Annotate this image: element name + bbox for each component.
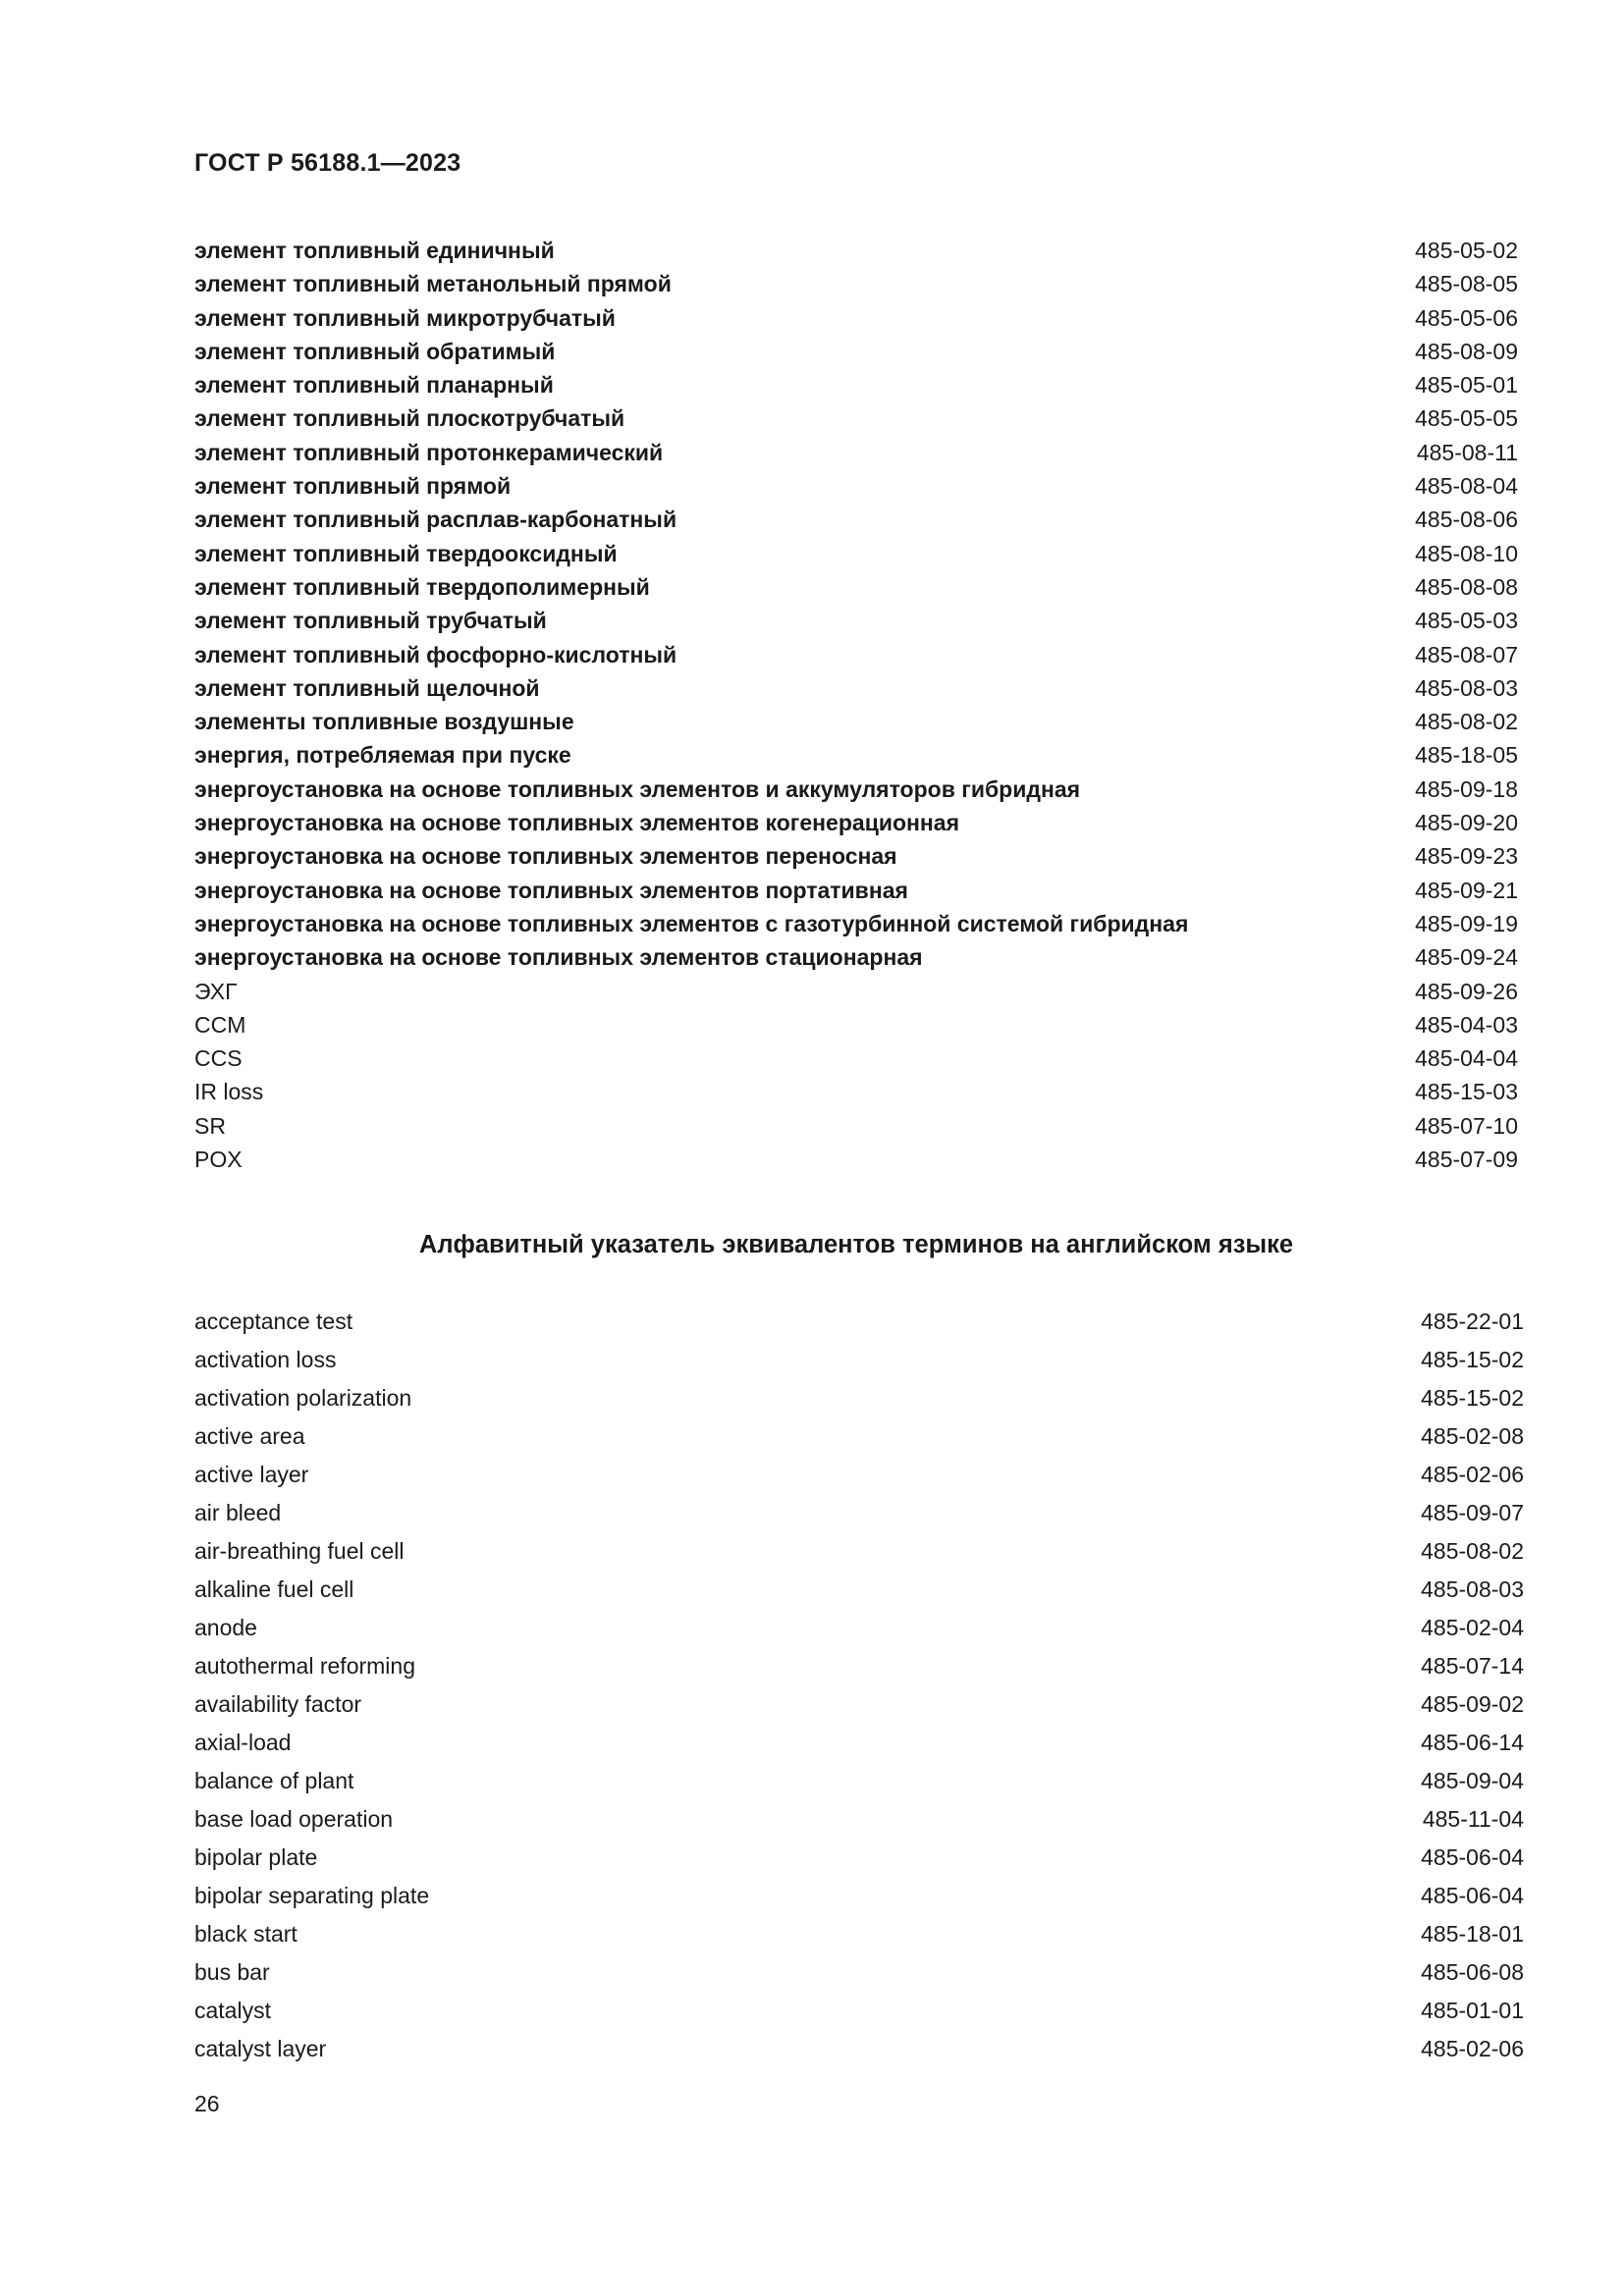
index-entry [194, 503, 1518, 536]
index-entry [194, 1041, 1518, 1075]
index-code: 485-05-02 [1415, 238, 1518, 263]
index-entry [194, 1494, 1524, 1532]
index-entry [194, 1877, 1524, 1915]
index-term: catalyst layer [194, 2036, 327, 2061]
index-code: 485-07-09 [1415, 1147, 1518, 1173]
index-code: 485-09-24 [1415, 944, 1518, 971]
index-code: 485-02-08 [1421, 1423, 1524, 1449]
index-term: элемент топливный расплав-карбонатный [194, 507, 677, 533]
index-entry [194, 604, 1518, 637]
index-term: alkaline fuel cell [194, 1576, 354, 1602]
index-entry [194, 1724, 1524, 1762]
index-code: 485-15-02 [1421, 1385, 1524, 1411]
index-term: active layer [194, 1462, 309, 1487]
index-code: 485-18-05 [1415, 742, 1518, 769]
index-code: 485-08-07 [1415, 641, 1518, 667]
index-entry [194, 907, 1518, 940]
index-code: 485-08-09 [1415, 338, 1518, 364]
index-entry [194, 436, 1518, 469]
index-code: 485-06-04 [1421, 1844, 1524, 1870]
index-code: 485-07-10 [1415, 1112, 1518, 1139]
index-term: availability factor [194, 1691, 362, 1717]
index-entry [194, 671, 1518, 705]
index-code: 485-04-03 [1415, 1011, 1518, 1038]
index-term: элемент топливный планарный [194, 372, 554, 399]
index-entry [194, 874, 1518, 907]
index-code: 485-06-14 [1421, 1730, 1524, 1755]
index-term: anode [194, 1615, 257, 1640]
index-term: CCM [194, 1011, 246, 1038]
index-entry [194, 335, 1518, 368]
index-code: 485-02-06 [1421, 1462, 1524, 1487]
index-term: activation polarization [194, 1385, 412, 1411]
index-entry [194, 1532, 1524, 1571]
index-term: air-breathing fuel cell [194, 1538, 405, 1564]
russian-term-index [194, 234, 1518, 1176]
index-term: энергоустановка на основе топливных элементов и аккумуляторов гибридная [194, 775, 1081, 802]
index-entry [194, 1800, 1524, 1839]
index-term: энергоустановка на основе топливных элементов с газотурбинной системой гибридная [194, 910, 1189, 936]
index-entry [194, 301, 1518, 335]
index-term: элемент топливный трубчатый [194, 608, 547, 634]
index-entry [194, 1379, 1524, 1417]
index-code: 485-02-04 [1421, 1615, 1524, 1640]
index-entry [194, 1647, 1524, 1685]
index-code: 485-08-03 [1415, 674, 1518, 701]
index-term: элемент топливный плоскотрубчатый [194, 405, 625, 432]
index-term: bipolar plate [194, 1844, 318, 1870]
index-code: 485-09-07 [1421, 1500, 1524, 1525]
index-entry [194, 1143, 1518, 1176]
index-entry [194, 469, 1518, 503]
index-code: 485-09-20 [1415, 810, 1518, 836]
index-entry [194, 738, 1518, 772]
index-entry [194, 1839, 1524, 1877]
index-entry [194, 1456, 1524, 1494]
index-code: 485-08-05 [1415, 271, 1518, 297]
index-code: 485-08-10 [1415, 540, 1518, 566]
index-entry [194, 940, 1518, 974]
index-code: 485-09-18 [1415, 775, 1518, 802]
index-code: 485-05-03 [1415, 608, 1518, 634]
index-term: autothermal reforming [194, 1653, 415, 1679]
index-term: энергия, потребляемая при пуске [194, 742, 571, 769]
index-entry [194, 1953, 1524, 1992]
index-term: энергоустановка на основе топливных элементов портативная [194, 877, 908, 903]
index-entry [194, 1685, 1524, 1724]
index-term: энергоустановка на основе топливных элементов переносная [194, 843, 897, 870]
index-term: bipolar separating plate [194, 1883, 430, 1908]
index-code: 485-09-02 [1421, 1691, 1524, 1717]
index-entry [194, 705, 1518, 738]
index-code: 485-05-06 [1415, 304, 1518, 331]
index-term: энергоустановка на основе топливных элементов стационарная [194, 944, 923, 971]
index-entry [194, 638, 1518, 671]
index-term: элемент топливный фосфорно-кислотный [194, 641, 677, 667]
index-code: 485-08-03 [1421, 1576, 1524, 1602]
index-code: 485-18-01 [1421, 1921, 1524, 1947]
index-term: POX [194, 1147, 243, 1173]
index-code: 485-09-21 [1415, 877, 1518, 903]
document-header: ГОСТ Р 56188.1—2023 [194, 149, 461, 177]
index-entry [194, 1571, 1524, 1609]
index-entry [194, 368, 1518, 401]
index-entry [194, 570, 1518, 604]
page-number: 26 [194, 2091, 220, 2116]
index-code: 485-05-05 [1415, 405, 1518, 432]
index-code: 485-09-26 [1415, 978, 1518, 1004]
index-code: 485-22-01 [1421, 1308, 1524, 1334]
index-term: элементы топливные воздушные [194, 709, 574, 735]
index-entry [194, 1303, 1524, 1341]
index-entry [194, 1008, 1518, 1041]
index-term: элемент топливный прямой [194, 473, 512, 500]
index-code: 485-08-04 [1415, 473, 1518, 500]
index-term: balance of plant [194, 1768, 354, 1793]
index-code: 485-09-04 [1421, 1768, 1524, 1793]
index-term: элемент топливный твердополимерный [194, 573, 650, 600]
index-term: ЭХГ [194, 978, 238, 1004]
index-term: элемент топливный единичный [194, 238, 555, 263]
index-code: 485-09-19 [1415, 910, 1518, 936]
index-term: элемент топливный микротрубчатый [194, 304, 616, 331]
english-term-index [194, 1303, 1524, 2068]
index-entry [194, 267, 1518, 300]
index-term: элемент топливный метанольный прямой [194, 271, 672, 297]
index-term: SR [194, 1112, 226, 1139]
index-code: 485-15-03 [1415, 1079, 1518, 1105]
index-term: IR loss [194, 1079, 264, 1105]
index-term: элемент топливный обратимый [194, 338, 556, 364]
index-code: 485-08-11 [1416, 439, 1518, 465]
index-code: 485-04-04 [1415, 1045, 1518, 1072]
index-code: 485-08-06 [1415, 507, 1518, 533]
index-code: 485-11-04 [1422, 1806, 1524, 1832]
index-term: black start [194, 1921, 298, 1947]
index-code: 485-08-02 [1415, 709, 1518, 735]
index-code: 485-15-02 [1421, 1347, 1524, 1372]
index-code: 485-08-02 [1421, 1538, 1524, 1564]
index-entry [194, 1341, 1524, 1379]
index-term: элемент топливный твердооксидный [194, 540, 618, 566]
index-entry [194, 1915, 1524, 1953]
index-term: элемент топливный щелочной [194, 674, 540, 701]
index-entry [194, 537, 1518, 570]
index-term: энергоустановка на основе топливных элементов когенерационная [194, 810, 960, 836]
index-term: air bleed [194, 1500, 282, 1525]
index-code: 485-09-23 [1415, 843, 1518, 870]
index-term: active area [194, 1423, 305, 1449]
index-term: axial-load [194, 1730, 292, 1755]
index-code: 485-06-08 [1421, 1959, 1524, 1985]
index-entry [194, 1109, 1518, 1143]
index-term: base load operation [194, 1806, 394, 1832]
index-entry [194, 806, 1518, 839]
index-code: 485-01-01 [1421, 1998, 1524, 2023]
index-code: 485-06-04 [1421, 1883, 1524, 1908]
index-term: CCS [194, 1045, 243, 1072]
index-term: catalyst [194, 1998, 271, 2023]
index-entry [194, 1992, 1524, 2030]
index-entry [194, 1417, 1524, 1456]
index-entry [194, 1762, 1524, 1800]
index-entry [194, 1609, 1524, 1647]
index-entry [194, 2030, 1524, 2068]
index-entry [194, 401, 1518, 435]
index-code: 485-02-06 [1421, 2036, 1524, 2061]
index-entry [194, 839, 1518, 873]
index-term: элемент топливный протонкерамический [194, 439, 664, 465]
index-code: 485-07-14 [1421, 1653, 1524, 1679]
index-term: bus bar [194, 1959, 270, 1985]
index-code: 485-05-01 [1415, 372, 1518, 399]
index-entry [194, 975, 1518, 1008]
index-code: 485-08-08 [1415, 573, 1518, 600]
english-index-title: Алфавитный указатель эквивалентов терминов на английском языке [418, 1231, 1294, 1258]
index-term: activation loss [194, 1347, 337, 1372]
index-entry [194, 773, 1518, 806]
index-entry [194, 1075, 1518, 1108]
index-entry [194, 234, 1518, 267]
index-term: acceptance test [194, 1308, 353, 1334]
